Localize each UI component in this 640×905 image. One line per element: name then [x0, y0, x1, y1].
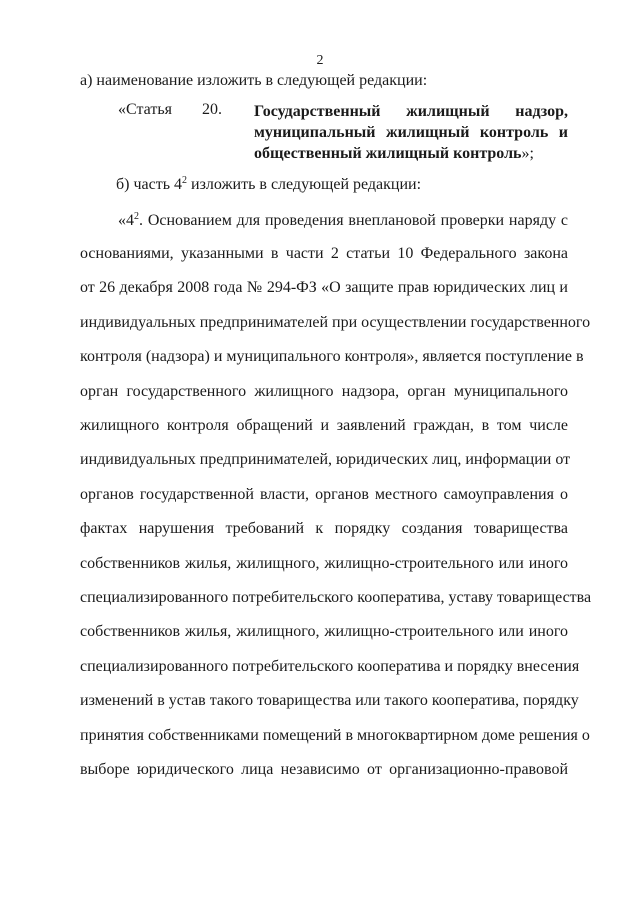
article-label: «Статья: [118, 101, 172, 118]
paragraph-line: специализированного потребительского кооператива, уставу товарищества: [80, 589, 592, 606]
paragraph-line: изменений в устав такого товарищества или такого кооператива, порядку: [80, 692, 579, 710]
paragraph-line: индивидуальных предпринимателей при осуществлении государственного: [80, 313, 591, 331]
paragraph-line: фактах нарушения требований к порядку создания товарищества: [80, 520, 568, 538]
paragraph-line: жилищного контроля обращений и заявлений граждан, в том числе: [80, 417, 568, 434]
item-b-suffix: изложить в следующей редакции:: [187, 176, 422, 193]
item-b: [116, 176, 421, 194]
paragraph-line: принятия собственниками помещений в многоквартирном доме решения о: [80, 726, 590, 744]
paragraph-line: собственников жилья, жилищного, жилищно-строительного или иного: [80, 554, 568, 572]
paragraph-first-rest: . Основанием для проведения внеплановой проверки наряду с: [139, 212, 568, 229]
article-title-word: надзор,: [515, 103, 568, 120]
article-title-word: жилищный: [406, 103, 490, 120]
paragraph-line: индивидуальных предпринимателей, юридических лиц, информации от: [80, 451, 571, 469]
paragraph-line: контроля (надзора) и муниципального контроля», является поступление в: [80, 348, 584, 366]
article-title-line-2: [254, 122, 568, 143]
article-title-word: жилищный: [385, 124, 470, 141]
page-number: 2: [316, 53, 324, 68]
paragraph-line: основаниями, указанными в части 2 статьи 10 Федерального закона: [80, 245, 568, 262]
article-title-word: муниципальный: [254, 124, 376, 141]
article-title-word: контроль: [479, 124, 549, 141]
article-title-line-3: [254, 143, 568, 164]
article-title-word: и: [558, 124, 568, 141]
paragraph-line: собственников жилья, жилищного, жилищно-строительного или иного: [80, 623, 568, 641]
article-title-word: Государственный: [254, 103, 381, 120]
paragraph-line: выборе юридического лица независимо от организационно-правовой: [80, 761, 568, 778]
paragraph-line: специализированного потребительского кооператива и порядку внесения: [80, 657, 580, 675]
paragraph-first-line: [118, 212, 568, 230]
item-b-superscript: 2: [182, 175, 188, 186]
paragraph-line: орган государственного жилищного надзора, орган муниципального: [80, 382, 568, 400]
paragraph-line: органов государственной власти, органов местного самоуправления о: [80, 485, 568, 503]
paragraph-line: от 26 декабря 2008 года № 294-ФЗ «О защите прав юридических лиц и: [80, 279, 568, 297]
article-title-line-3-text: общественный жилищный контроль: [254, 145, 522, 162]
article-title: [254, 101, 568, 164]
article-number: 20.: [202, 101, 222, 118]
item-b-prefix: б) часть 4: [116, 176, 183, 193]
article-title-line-1: [254, 101, 568, 122]
paragraph-first-line-text: [118, 212, 568, 230]
item-a: а) наименование изложить в следующей редакции:: [80, 72, 428, 89]
paragraph-number: «4: [118, 212, 134, 229]
paragraph-superscript: 2: [134, 211, 139, 222]
article-title-tail: »;: [521, 145, 534, 162]
